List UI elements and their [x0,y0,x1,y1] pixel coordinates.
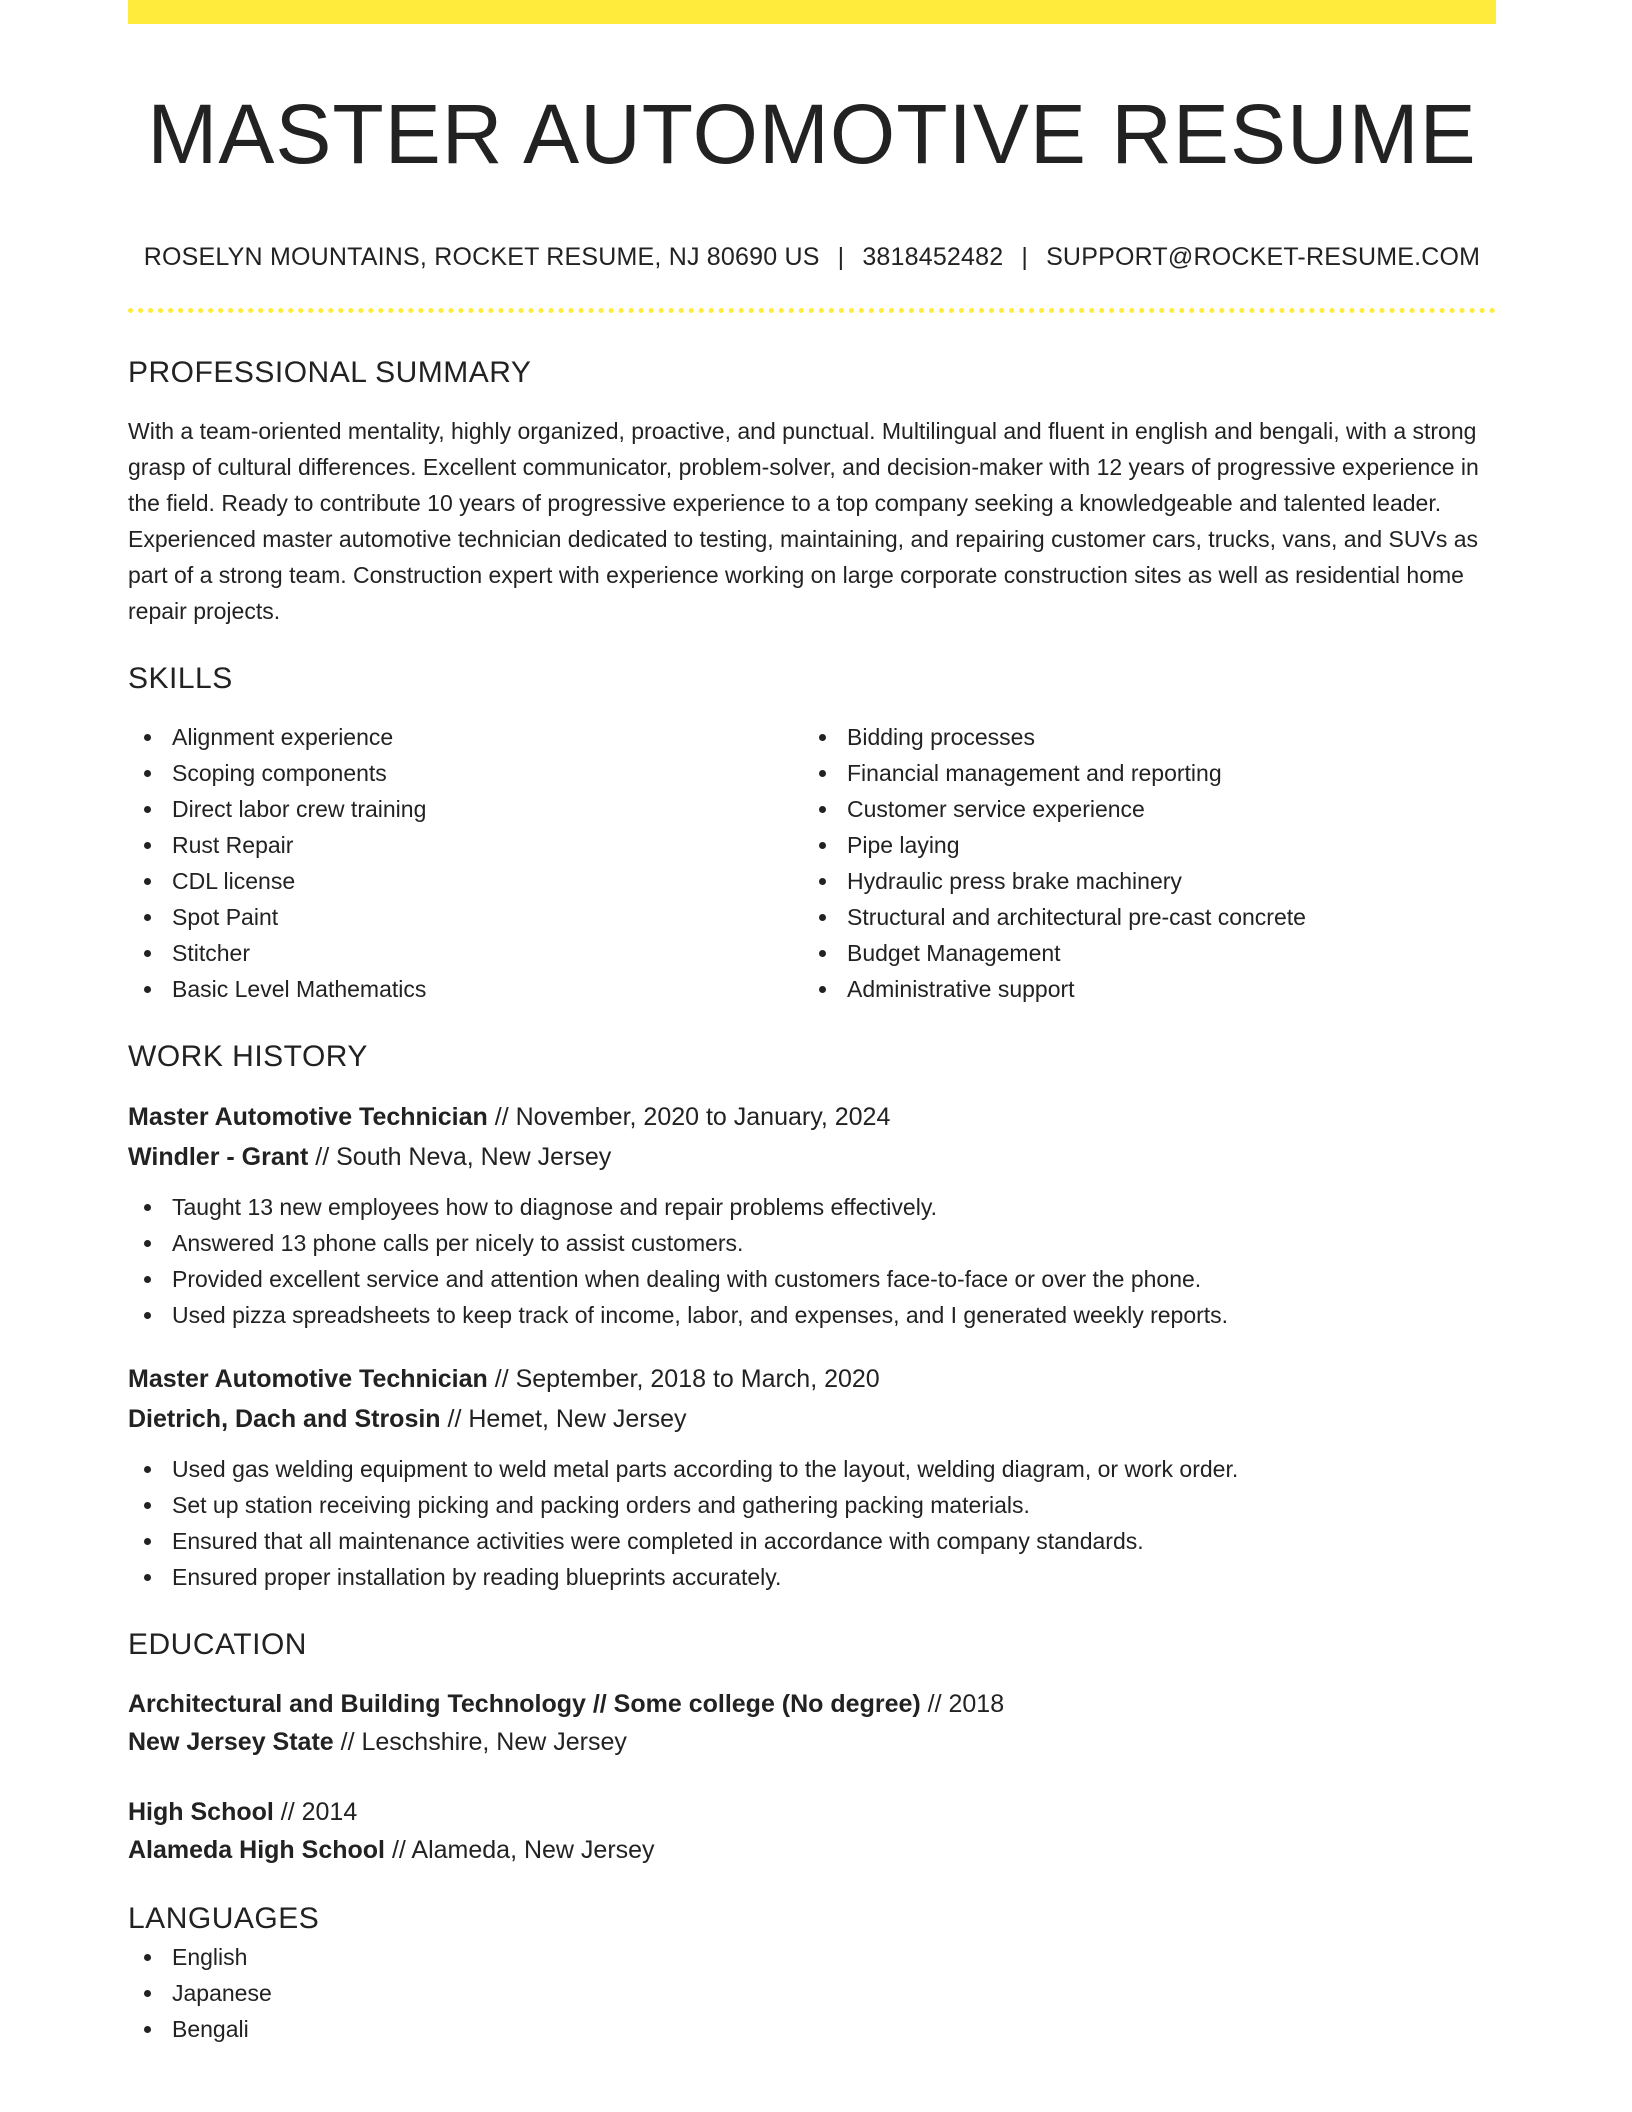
bullet-icon [144,986,151,993]
accent-top-bar [128,0,1496,24]
job-duty: Answered 13 phone calls per nicely to assist customers. [128,1225,1496,1261]
job-position: Master Automotive Technician [128,1365,488,1393]
bullet-icon [819,986,826,993]
bullet-icon [144,1502,151,1509]
job-title-line [128,1359,1496,1399]
skill-item: Administrative support [803,971,1478,1007]
bullet-icon [819,950,826,957]
job-company-line [128,1399,1496,1439]
education-degree: Architectural and Building Technology // Some college (No degree) [128,1690,921,1718]
bullet-icon [144,842,151,849]
languages-list [128,1939,1496,2047]
bullet-icon [819,878,826,885]
education-degree-line [128,1793,1496,1831]
job-location: // Hemet, New Jersey [447,1405,687,1433]
job-duty: Used gas welding equipment to weld metal parts according to the layout, welding diagram, or work order. [128,1451,1496,1487]
bullet-icon [144,2026,151,2033]
job-duty: Used pizza spreadsheets to keep track of income, labor, and expenses, and I generated weekly reports. [128,1297,1496,1333]
job-location: // South Neva, New Jersey [315,1143,612,1171]
bullet-icon [144,1204,151,1211]
bullet-icon [144,1990,151,1997]
skill-item: Customer service experience [803,791,1478,827]
skill-item: Structural and architectural pre-cast concrete [803,899,1478,935]
education-entry [128,1685,1496,1761]
contact-separator: | [837,243,845,271]
resume-title: MASTER AUTOMOTIVE RESUME [147,87,1477,181]
bullet-icon [819,734,826,741]
job-duty: Taught 13 new employees how to diagnose and repair problems effectively. [128,1189,1496,1225]
bullet-icon [144,878,151,885]
skills-column-left [128,719,803,1007]
work-history-heading: WORK HISTORY [128,1040,368,1073]
skill-item: Basic Level Mathematics [128,971,803,1007]
skill-item: Direct labor crew training [128,791,803,827]
language-item: Bengali [128,2011,1496,2047]
job-duties-list [128,1189,1496,1333]
education-heading: EDUCATION [128,1628,307,1661]
contact-phone: 3818452482 [862,243,1004,271]
job-title-line [128,1097,1496,1137]
contact-address: ROSELYN MOUNTAINS, ROCKET RESUME, NJ 80690 US [143,243,820,271]
education-school-line [128,1723,1496,1761]
skill-item: Rust Repair [128,827,803,863]
language-item: English [128,1939,1496,1975]
bullet-icon [144,1538,151,1545]
education-year: // 2014 [280,1798,358,1826]
skill-item: Financial management and reporting [803,755,1478,791]
contact-email: SUPPORT@ROCKET-RESUME.COM [1046,243,1481,271]
skills-grid [128,719,1496,1007]
bullet-icon [144,1466,151,1473]
bullet-icon [144,1312,151,1319]
education-location: // Alameda, New Jersey [391,1836,655,1864]
skill-item: Pipe laying [803,827,1478,863]
bullet-icon [819,914,826,921]
bullet-icon [144,806,151,813]
bullet-icon [144,914,151,921]
job-company: Dietrich, Dach and Strosin [128,1405,441,1433]
skill-item: Budget Management [803,935,1478,971]
skill-item: CDL license [128,863,803,899]
bullet-icon [144,1276,151,1283]
skill-item: Stitcher [128,935,803,971]
bullet-icon [144,1574,151,1581]
bullet-icon [819,842,826,849]
language-item: Japanese [128,1975,1496,2011]
education-degree-line [128,1685,1496,1723]
skill-item: Hydraulic press brake machinery [803,863,1478,899]
education-school: New Jersey State [128,1728,334,1756]
education-location: // Leschshire, New Jersey [340,1728,627,1756]
job-duty: Provided excellent service and attention when dealing with customers face-to-face or over the phone. [128,1261,1496,1297]
contact-line [128,240,1496,274]
job-dates: // September, 2018 to March, 2020 [494,1365,880,1393]
job-entry [128,1097,1496,1333]
job-entry [128,1359,1496,1595]
job-company: Windler - Grant [128,1143,309,1171]
bullet-icon [144,734,151,741]
bullet-icon [144,1240,151,1247]
skill-item: Scoping components [128,755,803,791]
job-duty: Ensured proper installation by reading blueprints accurately. [128,1559,1496,1595]
skill-item: Alignment experience [128,719,803,755]
education-school-line [128,1831,1496,1869]
contact-separator: | [1021,243,1029,271]
bullet-icon [144,1954,151,1961]
education-school: Alameda High School [128,1836,385,1864]
dotted-divider [128,308,1496,313]
job-dates: // November, 2020 to January, 2024 [494,1103,891,1131]
skill-item: Bidding processes [803,719,1478,755]
education-year: // 2018 [927,1690,1005,1718]
job-position: Master Automotive Technician [128,1103,488,1131]
languages-heading: LANGUAGES [128,1902,320,1935]
resume-page [128,0,1496,2047]
skills-list-right [803,719,1478,1007]
job-duty: Ensured that all maintenance activities were completed in accordance with company standards. [128,1523,1496,1559]
summary-heading: PROFESSIONAL SUMMARY [128,356,532,389]
skills-heading: SKILLS [128,662,233,695]
job-duties-list [128,1451,1496,1595]
job-company-line [128,1137,1496,1177]
bullet-icon [819,770,826,777]
bullet-icon [819,806,826,813]
bullet-icon [144,950,151,957]
job-duty: Set up station receiving picking and packing orders and gathering packing materials. [128,1487,1496,1523]
education-degree: High School [128,1798,274,1826]
education-entry [128,1793,1496,1869]
skill-item: Spot Paint [128,899,803,935]
skills-list-left [128,719,803,1007]
bullet-icon [144,770,151,777]
summary-text: With a team-oriented mentality, highly organized, proactive, and punctual. Multilingual and fluent in english and bengali, with a strong grasp of cultural differences. Excellent communicator, problem-solver, and decision-maker with 12 years of progressive experience in the field. Ready to contribute 10 years of progressive experience to a top company seeking a knowledgeable and talented leader. Experienced master automotive technician dedicated to testing, maintaining, and repairing customer cars, trucks, vans, and SUVs as part of a strong team. Construction expert with experience working on large corporate construction sites as well as residential home repair projects. [128,418,1479,624]
skills-column-right [803,719,1478,1007]
